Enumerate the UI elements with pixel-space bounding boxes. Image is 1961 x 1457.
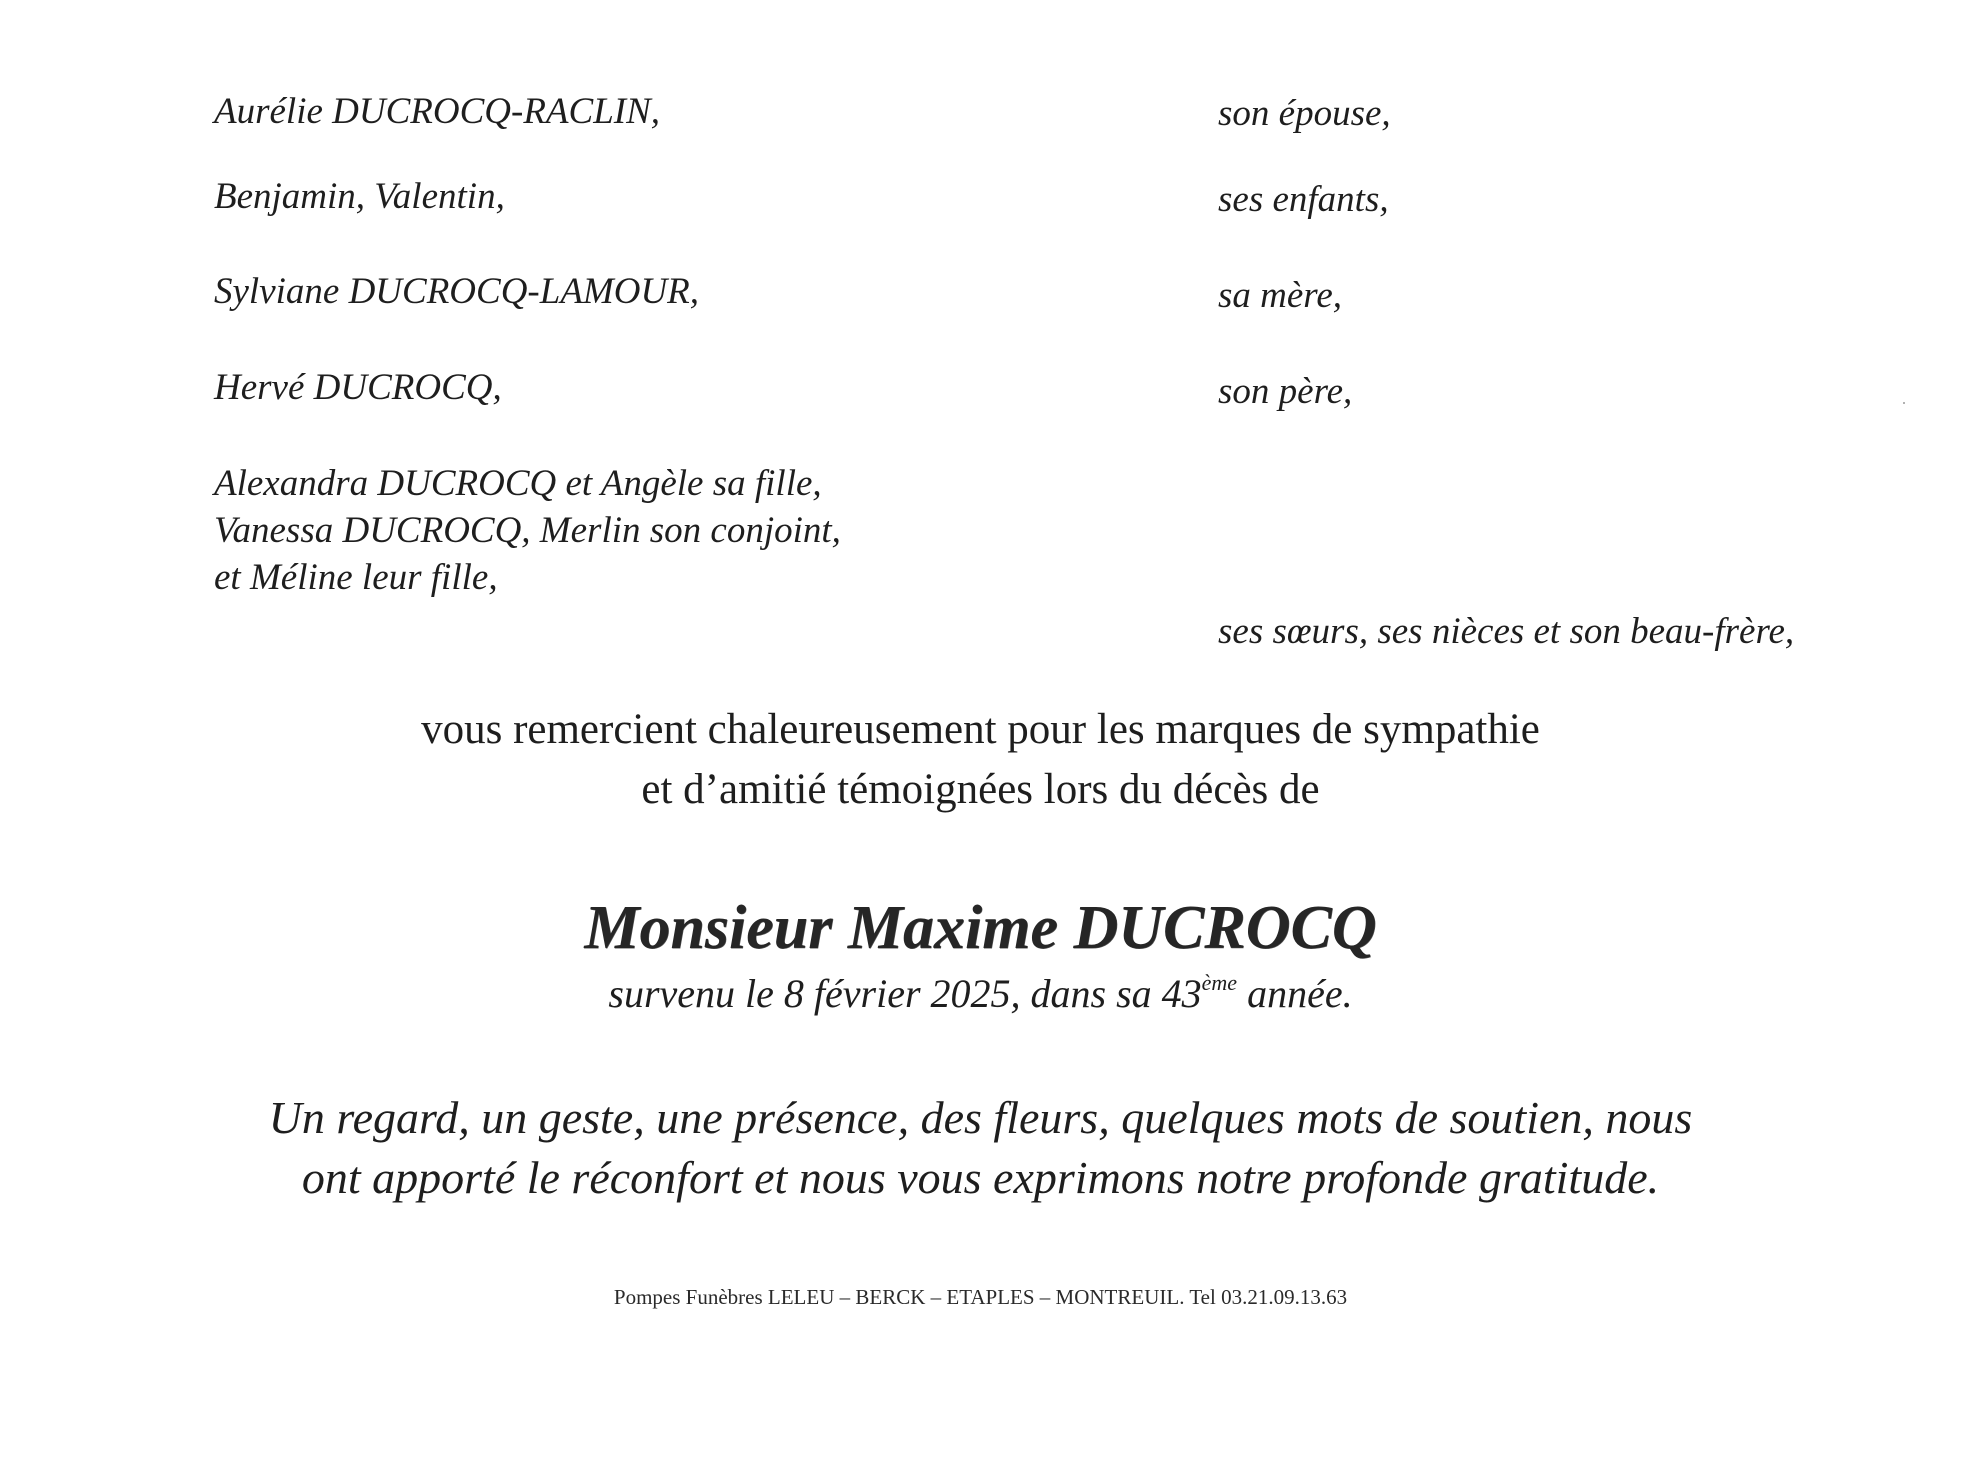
siblings-relation: ses sœurs, ses nièces et son beau-frère, xyxy=(1218,611,1795,652)
death-info-text: survenu le 8 février 2025, dans sa 43 xyxy=(608,971,1202,1016)
death-info xyxy=(0,968,1961,1020)
family-member-relation: sa mère, xyxy=(1218,275,1342,316)
death-info-end: année. xyxy=(1237,971,1353,1016)
ordinal-suffix: ème xyxy=(1201,970,1238,995)
thanks-line: et d’amitié témoignées lors du décès de xyxy=(641,766,1320,813)
family-member-relation: ses enfants, xyxy=(1218,179,1389,220)
thanks-line: vous remercient chaleureusement pour les marques de sympathie xyxy=(421,706,1540,753)
sibling-line: Alexandra DUCROCQ et Angèle sa fille, xyxy=(214,463,822,504)
family-member-name: Sylviane DUCROCQ-LAMOUR, xyxy=(214,271,700,312)
funeral-home-footer: Pompes Funèbres LELEU – BERCK – ETAPLES – MONTREUIL. Tel 03.21.09.13.63 xyxy=(613,1285,1348,1309)
sibling-line: et Méline leur fille, xyxy=(214,557,498,598)
family-member-name: Benjamin, Valentin, xyxy=(214,176,505,217)
gratitude-line: Un regard, un geste, une présence, des fleurs, quelques mots de soutien, nous xyxy=(268,1092,1693,1143)
scan-speck xyxy=(1903,402,1905,404)
sibling-line: Vanessa DUCROCQ, Merlin son conjoint, xyxy=(214,510,841,551)
deceased-name: Monsieur Maxime DUCROCQ xyxy=(584,894,1377,962)
family-member-relation: son épouse, xyxy=(1218,93,1391,134)
family-member-name: Hervé DUCROCQ, xyxy=(214,367,502,408)
family-member-relation: son père, xyxy=(1218,371,1353,412)
gratitude-line: ont apporté le réconfort et nous vous exprimons notre profonde gratitude. xyxy=(301,1152,1660,1203)
family-member-name: Aurélie DUCROCQ-RACLIN, xyxy=(214,91,661,132)
